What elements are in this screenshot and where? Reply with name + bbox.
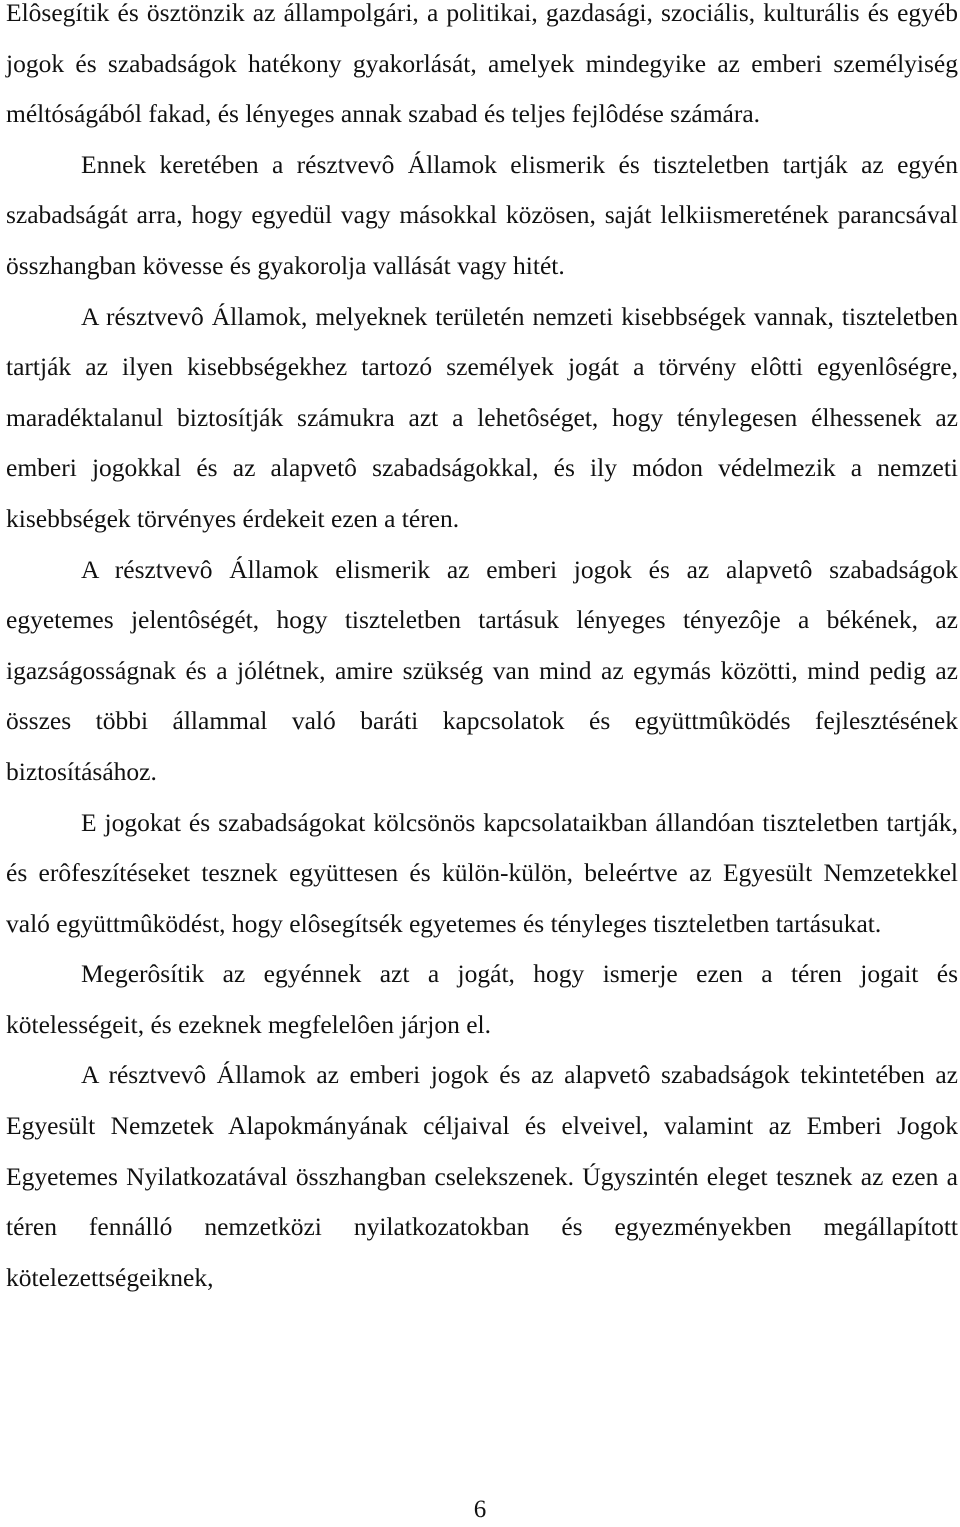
paragraph-6: Megerôsítik az egyénnek azt a jogát, hogy ismerje ezen a téren jogait és kötelességeit, és ezeknek megfelelôen járjon el. (6, 959, 958, 1039)
paragraph-7: A résztvevô Államok az emberi jogok és az alapvetô szabadságok tekintetében az Egyesült Nemzetek Alapokmányának céljaival és elveivel, valamint az Emberi Jogok Egyetemes Nyilatkozatával összhangban cselekszenek. Úgyszintén eleget tesznek az ezen a téren fennálló nemzetközi nyilatkozatokban és egyezményekben megállapított kötelezettségeiknek, (6, 1060, 958, 1292)
document-body (6, 0, 958, 1309)
paragraph-1: Elôsegítik és ösztönzik az állampolgári, a politikai, gazdasági, szociális, kulturális és egyéb jogok és szabadságok hatékony gyakorlását, amelyek mindegyike az emberi személyiség méltóságából fakad, és lényeges annak szabad és teljes fejlôdése számára. (6, 0, 958, 129)
paragraph-3: A résztvevô Államok, melyeknek területén nemzeti kisebbségek vannak, tiszteletben tartják az ilyen kisebbségekhez tartozó személyek jogát a törvény elôtti egyenlôségre, maradéktalanul biztosítják számukra azt a lehetôséget, hogy ténylegesen élhessenek az emberi jogokkal és az alapvetô szabadságokkal, és ily módon védelmezik a nemzeti kisebbségek törvényes érdekeit ezen a téren. (6, 301, 958, 533)
paragraph-5: E jogokat és szabadságokat kölcsönös kapcsolataikban állandóan tiszteletben tartják, és erôfeszítéseket tesznek együttesen és külön-külön, beleértve az Egyesült Nemzetekkel való együttmûködést, hogy elôsegítsék egyetemes és tényleges tiszteletben tartásukat. (6, 807, 958, 938)
paragraph-4: A résztvevô Államok elismerik az emberi jogok és az alapvetô szabadságok egyetemes jelentôségét, hogy tiszteletben tartásuk lényeges tényezôje a békének, az igazságosságnak és a jólétnek, amire szükség van mind az egymás közötti, mind pedig az összes többi állammal való baráti kapcsolatok és együttmûködés fejlesztésének biztosításához. (6, 554, 958, 786)
page-number: 6 (473, 1496, 487, 1523)
paragraph-2: Ennek keretében a résztvevô Államok elismerik és tiszteletben tartják az egyén szabadságát arra, hogy egyedül vagy másokkal közösen, saját lelkiismeretének parancsával összhangban kövesse és gyakorolja vallását vagy hitét. (6, 149, 958, 280)
